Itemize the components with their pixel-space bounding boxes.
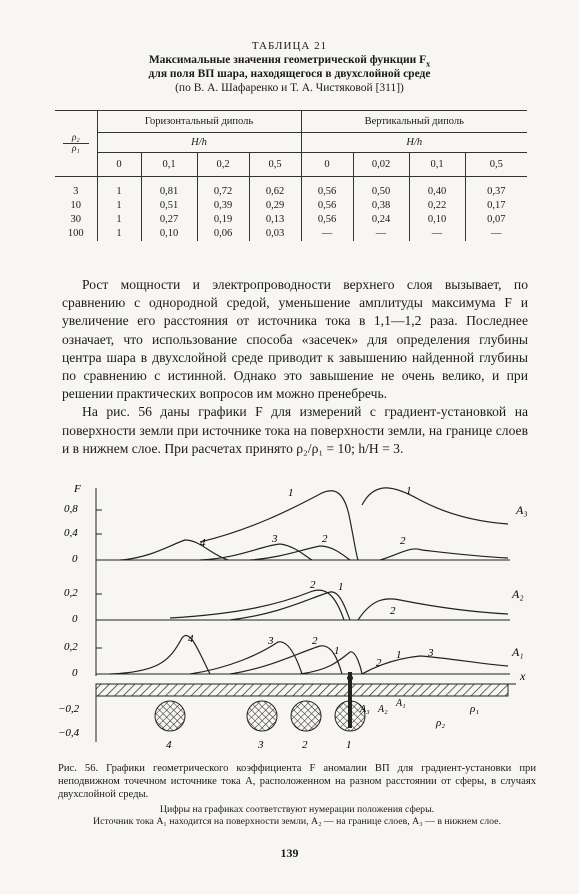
row-label: 30 [55,213,97,227]
table-cell: 0,24 [353,213,409,227]
row-label: 100 [55,227,97,241]
table-cell: 0,62 [249,177,301,199]
figure-notes [58,804,536,827]
table-cell: — [491,228,502,239]
label-a1-2: 2 [312,635,318,647]
table-cell: 0,50 [353,177,409,199]
col-header: 0 [301,153,353,177]
table-cell: — [353,227,409,241]
table-cell: 1 [97,199,141,213]
col-header: 0 [97,153,141,177]
col-header: 0,1 [141,153,197,177]
tick-a1-02: 0,2 [64,641,78,653]
table-cell: 0,22 [409,199,465,213]
table-cell: 1 [97,213,141,227]
table-title-line1 [0,54,579,68]
table-title-line2: для поля ВП шара, находящегося в двухслойной среде [148,68,431,80]
curve-a3-4 [120,540,228,560]
label-a1-1: 1 [334,645,340,657]
label-a3-3: 3 [272,533,278,545]
table-cell: 1 [97,227,141,241]
table-cell: — [409,227,465,241]
f-axis-label: F [74,483,81,495]
label-a2-2b: 2 [390,605,396,617]
tick-a2-0: 0 [72,613,78,625]
table-cell: 0,03 [249,227,301,241]
label-a1-1b: 1 [396,649,402,661]
table-cell: 0,39 [197,199,249,213]
col-header: 0,02 [353,153,409,177]
tick-a3-04: 0,4 [64,527,78,539]
tick-depth-04: −0,4 [58,727,80,739]
table-cell: 0,38 [353,199,409,213]
rho1-label: ρ₁ [470,703,480,715]
table-cell: 0,27 [141,213,197,227]
paragraph-2: На рис. 56 даны графики F для измерений с градиент-установкой на поверхности земли при источнике тока на поверхности земли, на границе слоев и в нижнем слое. При расчетах принято ρ₂/ρ₁ = 10; h/H = 3. [62,404,528,456]
panel-a2-label: A₂ [512,587,524,601]
table-title-line3: (по В. А. Шафаренко и Т. А. Чистяковой [311]) [175,82,404,94]
caption-main: Рис. 56. Графики геометрического коэффициента F аномалии ВП для градиент-установки при неподвижном точечном источнике тока A, расположенном на разном расстоянии от сферы, в случаях двухслойной среды. [58,763,536,800]
table-cell: 0,10 [409,213,465,227]
panel-a1-label: A₁ [512,645,524,659]
table-title-subscript: x [426,59,431,69]
table-cell: 0,10 [141,227,197,241]
rho-header [55,111,97,177]
header-vertical-dipole: Вертикальный диполь [301,111,527,133]
curve-a1-3 [190,642,302,674]
sphere-label-1: 1 [346,739,352,751]
body-text [62,276,528,458]
table-cell: 0,17 [487,200,506,211]
panel-a3 [64,485,528,565]
table-cell: 0,40 [409,177,465,199]
col-header: 0,1 [409,153,465,177]
label-a2-2a: 2 [310,579,316,591]
label-a1-2b: 2 [376,657,382,669]
sphere-label-4: 4 [166,739,172,751]
table-cell: 0,37 [487,186,506,198]
table-cell: 0,29 [249,199,301,213]
source-label-a3: A₃ [360,704,370,715]
label-a3-2a: 2 [322,533,328,545]
source-label-a2: A₂ [378,704,388,715]
label-a1-3b: 3 [428,647,434,659]
tick-a1-0: 0 [72,667,78,679]
table-cell: 0,81 [141,177,197,199]
table-label: ТАБЛИЦА 21 [251,40,328,52]
tick-a2-02: 0,2 [64,587,78,599]
header-hh-1: H/h [97,133,301,153]
curve-a3-2 [250,546,350,560]
tick-a3-08: 0,8 [64,503,78,515]
table-cell: 0,72 [197,177,249,199]
panel-a3-label: A₃ [516,503,528,517]
table-row [55,213,527,227]
data-table [55,110,527,241]
panel-a2 [64,579,524,625]
curve-a1-right [362,656,508,674]
table-row [55,199,527,213]
label-a3-2b: 2 [400,535,406,547]
paragraph-1: Рост мощности и электропроводности верхнего слоя вызывает, по сравнению с однородной средой, уменьшение амплитуды максимума F и увеличение его расстояния от источника тока в 1,1—1,2 раза. Последнее означает, что использование способа «засечек» для определения глубины центра шара в двухслойной среде приводит к завышению найденной глубины по сравнению с истинной. Однако это завышение не очень велико, и при решении практических вопросов им можно пренебречь. [62,277,528,402]
table-cell: 0,51 [141,199,197,213]
table-cell: 0,56 [301,213,353,227]
curve-a1-4 [110,636,210,674]
figure-caption [58,762,536,801]
table-cell: 0,13 [249,213,301,227]
curve-a2-2-right [358,599,508,620]
col-header: 0,5 [465,153,527,177]
tick-a3-0: 0 [72,553,78,565]
rho-denominator: ρ₁ [71,144,80,154]
label-a1-4: 4 [188,633,194,645]
rho2-label: ρ₂ [436,717,446,729]
figure-56 [50,480,540,760]
curve-a1-2 [230,646,342,674]
page-number: 139 [280,846,299,860]
curve-a3-1-right [362,488,508,524]
table-cell: 0,07 [487,214,506,225]
ground-section [58,669,526,751]
curve-a1-1 [300,652,362,674]
tick-depth-02: −0,2 [58,703,80,715]
caption-note-2: Источник тока A₁ находится на поверхности земли, A₂ — на границе слоев, A₃ — в нижнем слое. [93,815,501,827]
x-axis-label: x [520,669,526,683]
col-header: 0,5 [249,153,301,177]
label-a3-1b: 1 [406,485,412,497]
row-label: 3 [55,177,97,199]
label-a2-1: 1 [338,581,344,593]
panel-a1 [64,633,524,679]
table-cell: — [301,227,353,241]
sphere-label-2: 2 [302,739,308,751]
table-title-text: Максимальные значения геометрической функции F [148,54,427,66]
sphere-label-3: 3 [258,739,264,751]
source-label-a1: A₁ [396,698,406,709]
curve-a3-2-right [380,549,508,560]
table-cell: 0,56 [301,177,353,199]
header-horizontal-dipole: Горизонтальный диполь [97,111,301,133]
table-cell: 1 [97,177,141,199]
col-header: 0,2 [197,153,249,177]
table-cell: 0,19 [197,213,249,227]
label-a3-1a: 1 [288,487,294,499]
rho-numerator: ρ₂ [63,133,89,144]
row-label: 10 [55,199,97,213]
header-hh-2: H/h [301,133,527,153]
table-cell: 0,06 [197,227,249,241]
table-row [55,177,527,199]
label-a1-3: 3 [268,635,274,647]
table-cell: 0,56 [301,199,353,213]
caption-note-1: Цифры на графиках соответствуют нумерации положения сферы. [159,804,435,815]
table-row [55,227,527,241]
label-a3-4: 4 [200,537,206,549]
